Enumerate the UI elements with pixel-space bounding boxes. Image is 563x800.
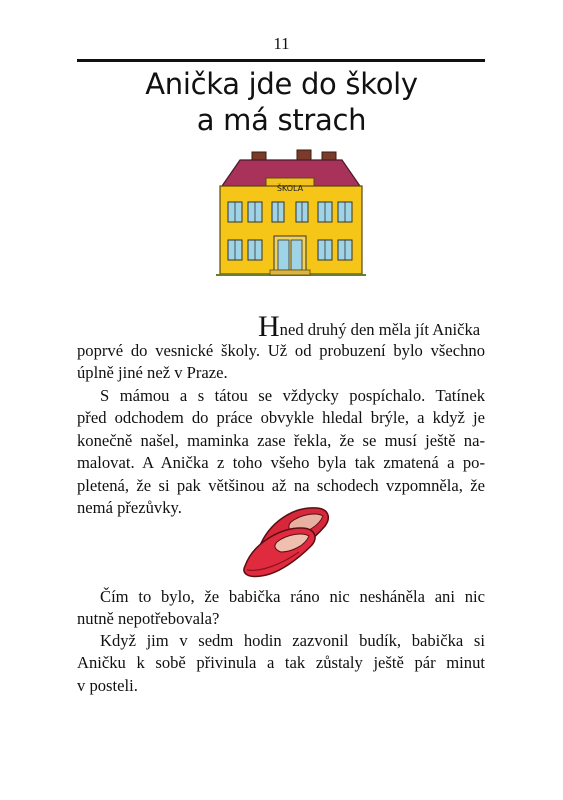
paragraph-4-line-1: Když jim v sedm hodin zazvonil budík, babička si (100, 631, 485, 650)
paragraph-2-line-1: S mámou a s tátou se vždycky pospíchalo. Tatínek (100, 386, 485, 405)
paragraph-4 (77, 630, 485, 697)
school-building-illustration (212, 148, 368, 280)
chapter-title (0, 66, 563, 138)
chapter-title-line-1: Anička jde do školy (145, 67, 418, 101)
chapter-title-line-2: a má strach (196, 103, 367, 137)
paragraph-2-line-4: malovat. A Anička z toho všeho byla tak zmatená a po- (77, 453, 485, 473)
header-rule (77, 59, 485, 62)
paragraph-2-line-6: nemá přezůvky. (77, 498, 182, 518)
red-slippers-illustration (239, 500, 335, 580)
paragraph-1-line-1: ned druhý den měla jít Anička (279, 320, 481, 339)
paragraph-4-line-2: Aničku k sobě přivinula a tak zůstaly ještě pár minut (77, 653, 485, 673)
paragraph-3-line-2: nutně nepotřebovala? (77, 609, 220, 629)
paragraph-2-line-2: před odchodem do práce obvykle hledal brýle, a když je (77, 408, 485, 428)
paragraph-1-line-3: úplně jiné než v Praze. (77, 363, 228, 382)
school-sign-text: ŠKOLA (276, 184, 304, 193)
paragraph-3-line-1: Čím to bylo, že babička ráno nic nesháněla ani nic (100, 587, 485, 606)
paragraph-2-line-3: konečně našel, maminka zase řekla, že se musí ještě na- (77, 430, 485, 450)
paragraph-4-line-3: v posteli. (77, 675, 138, 695)
page-number: 11 (273, 34, 290, 53)
paragraph-2-line-5: pletená, že si pak většinou až na schodech vzpomněla, že (77, 475, 485, 495)
paragraph-1-line-2: poprvé do vesnické školy. Už od probuzení bylo všechno (77, 341, 485, 360)
paragraph-3 (77, 586, 485, 631)
initial-letter: H (258, 310, 280, 343)
